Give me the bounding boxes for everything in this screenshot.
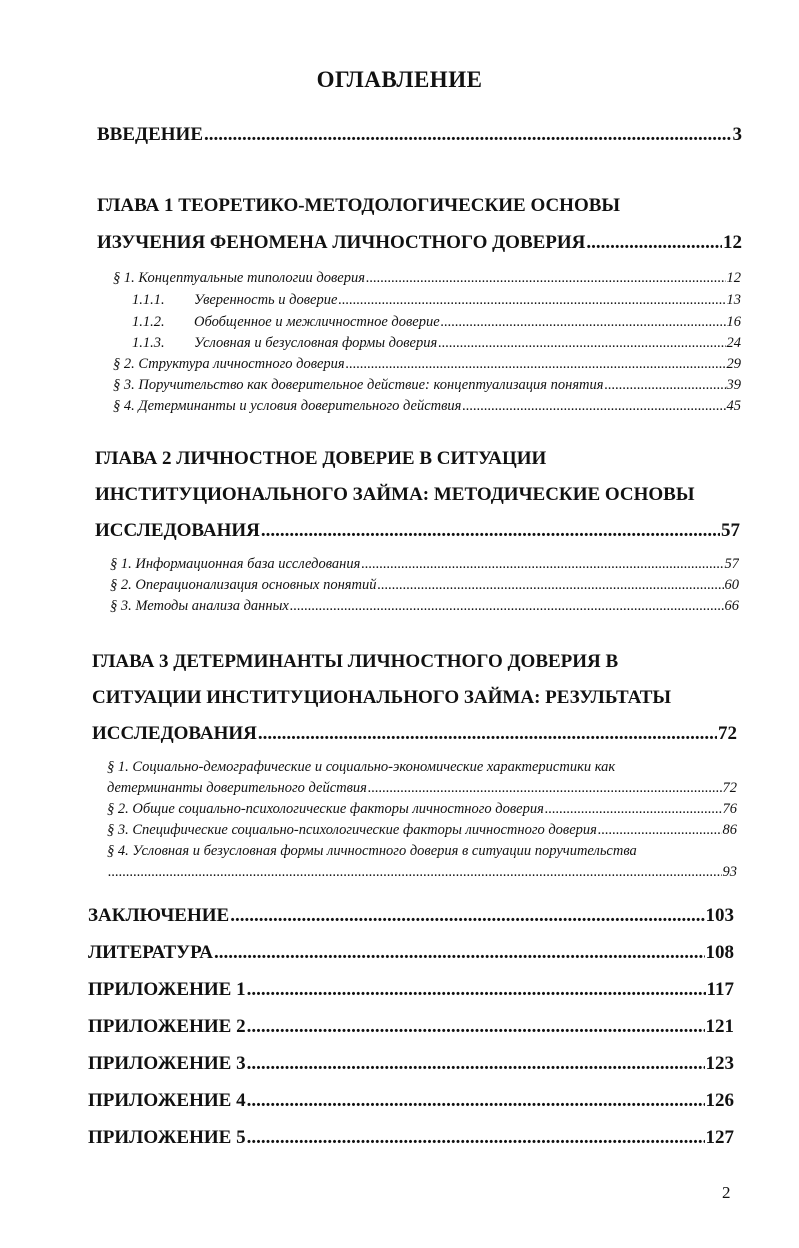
leader-dots [258,723,717,745]
toc-label-text: Условная и безусловная формы доверия [194,335,438,351]
toc-page: 39 [726,377,741,393]
toc-number: 1.1.3. [132,335,165,351]
toc-entry-ch1-112[interactable] [132,314,741,331]
toc-entry-ch3-s1-line-1[interactable]: § 1. Социально-демографические и социально-экономические характеристики как [107,759,616,775]
chapter-3-heading-line-1[interactable]: ГЛАВА 3 ДЕТЕРМИНАНТЫ ЛИЧНОСТНОГО ДОВЕРИЯ В [92,651,619,672]
toc-entry-ch3-s2[interactable] [107,801,737,818]
leader-dots [462,398,725,415]
toc-page: 57 [724,556,739,572]
toc-entry-ch2-s1[interactable] [110,556,739,573]
leader-dots [545,801,722,818]
toc-entry-ch3-s4-line-1[interactable]: § 4. Условная и безусловная формы личностного доверия в ситуации поручительства [107,843,637,859]
leader-dots [230,905,704,927]
leader-dots [108,864,722,881]
leader-dots [598,822,722,839]
leader-dots [290,598,724,615]
leader-dots [438,335,725,352]
leader-dots [377,577,723,594]
toc-entry-appendix-1[interactable] [88,979,734,1001]
page-number: 2 [722,1183,731,1202]
toc-label: ПРИЛОЖЕНИЕ 3 [88,1053,246,1074]
toc-page: 93 [722,864,737,880]
toc-label: ИССЛЕДОВАНИЯ [95,520,260,541]
toc-entry-ch1-s1[interactable] [113,270,741,287]
toc-label: ПРИЛОЖЕНИЕ 4 [88,1090,246,1111]
toc-label: ЗАКЛЮЧЕНИЕ [88,905,230,926]
toc-label: § 3. Поручительство как доверительное действие: концептуализация понятия [113,377,604,393]
leader-dots [214,942,704,964]
leader-dots [261,520,720,542]
toc-page: 127 [705,1127,734,1148]
toc-label: § 3. Методы анализа данных [110,598,289,614]
toc-entry-chapter-2[interactable] [95,520,740,542]
toc-entry-appendix-5[interactable] [88,1127,734,1149]
leader-dots [247,1016,705,1038]
toc-entry-ch1-s2[interactable] [113,356,741,373]
toc-page: 72 [718,723,737,744]
leader-dots [247,1127,705,1149]
chapter-2-heading-line-1[interactable]: ГЛАВА 2 ЛИЧНОСТНОЕ ДОВЕРИЕ В СИТУАЦИИ [95,448,547,469]
toc-label: ПРИЛОЖЕНИЕ 5 [88,1127,246,1148]
toc-entry-appendix-2[interactable] [88,1016,734,1038]
leader-dots [346,356,726,373]
leader-dots [204,124,732,146]
toc-page: 72 [722,780,737,796]
leader-dots [441,314,726,331]
toc-page: 45 [726,398,741,414]
toc-entry-ch2-s3[interactable] [110,598,739,615]
toc-label: § 2. Операционализация основных понятий [110,577,377,593]
toc-entry-ch1-111[interactable] [132,292,741,309]
toc-label [132,314,440,331]
toc-number: 1.1.2. [132,314,165,330]
toc-entry-ch3-s1[interactable] [107,780,737,797]
page-title: ОГЛАВЛЕНИЕ [316,67,483,92]
toc-label-text: Уверенность и доверие [194,292,338,308]
toc-label: ВВЕДЕНИЕ [97,124,203,145]
toc-page: 13 [726,292,741,308]
toc-entry-conclusion[interactable] [88,905,734,927]
toc-page: 126 [705,1090,734,1111]
toc-page: 12 [723,232,742,253]
toc-entry-literature[interactable] [88,942,734,964]
chapter-1-heading-line-1[interactable]: ГЛАВА 1 ТЕОРЕТИКО-МЕТОДОЛОГИЧЕСКИЕ ОСНОВЫ [97,195,621,216]
toc-page: 86 [722,822,737,838]
toc-label [132,292,337,309]
toc-label: § 2. Общие социально-психологические факторы личностного доверия [107,801,544,817]
toc-entry-ch1-113[interactable] [132,335,741,352]
toc-page: 76 [722,801,737,817]
toc-label: § 2. Структура личностного доверия [113,356,345,372]
toc-page: 57 [721,520,740,541]
leader-dots [605,377,726,394]
toc-entry-appendix-4[interactable] [88,1090,734,1112]
toc-page: 60 [724,577,739,593]
toc-entry-ch3-s4[interactable] [107,864,737,881]
toc-entry-ch3-s3[interactable] [107,822,737,839]
toc-label [132,335,437,352]
leader-dots [368,780,722,797]
leader-dots [366,270,726,287]
toc-label: ИЗУЧЕНИЯ ФЕНОМЕНА ЛИЧНОСТНОГО ДОВЕРИЯ [97,232,586,253]
toc-page: 66 [724,598,739,614]
toc-entry-appendix-3[interactable] [88,1053,734,1075]
toc-label-text: Обобщенное и межличностное доверие [194,314,440,330]
toc-entry-chapter-3[interactable] [92,723,737,745]
toc-label: ПРИЛОЖЕНИЕ 2 [88,1016,246,1037]
leader-dots [247,1053,705,1075]
toc-page: 29 [726,356,741,372]
toc-page: 123 [705,1053,734,1074]
toc-entry-intro[interactable] [97,124,742,146]
toc-label: ИССЛЕДОВАНИЯ [92,723,257,744]
chapter-3-heading-line-2[interactable]: СИТУАЦИИ ИНСТИТУЦИОНАЛЬНОГО ЗАЙМА: РЕЗУЛЬТАТЫ [92,687,672,708]
leader-dots [586,232,722,254]
toc-label: § 3. Специфические социально-психологические факторы личностного доверия [107,822,597,838]
toc-page: 121 [705,1016,734,1037]
chapter-2-heading-line-2[interactable]: ИНСТИТУЦИОНАЛЬНОГО ЗАЙМА: МЕТОДИЧЕСКИЕ ОСНОВЫ [95,484,695,505]
toc-label: ЛИТЕРАТУРА [88,942,214,963]
toc-label: детерминанты доверительного действия [107,780,367,796]
leader-dots [338,292,725,309]
leader-dots [247,1090,705,1112]
toc-entry-chapter-1[interactable] [97,232,742,254]
leader-dots [361,556,723,573]
toc-page: 3 [732,124,742,145]
toc-page: 24 [726,335,741,351]
toc-entry-ch2-s2[interactable] [110,577,739,594]
toc-label: ПРИЛОЖЕНИЕ 1 [88,979,246,1000]
toc-entry-ch1-s4[interactable] [113,398,741,415]
toc-label: § 4. Детерминанты и условия доверительного действия [113,398,462,414]
toc-number: 1.1.1. [132,292,165,308]
toc-label: § 1. Информационная база исследования [110,556,361,572]
toc-page: 103 [705,905,734,926]
toc-page: 108 [705,942,734,963]
toc-page: 117 [706,979,734,1000]
leader-dots [247,979,706,1001]
toc-page: 12 [726,270,741,286]
toc-page: 16 [726,314,741,330]
toc-entry-ch1-s3[interactable] [113,377,741,394]
toc-label: § 1. Концептуальные типологии доверия [113,270,365,286]
